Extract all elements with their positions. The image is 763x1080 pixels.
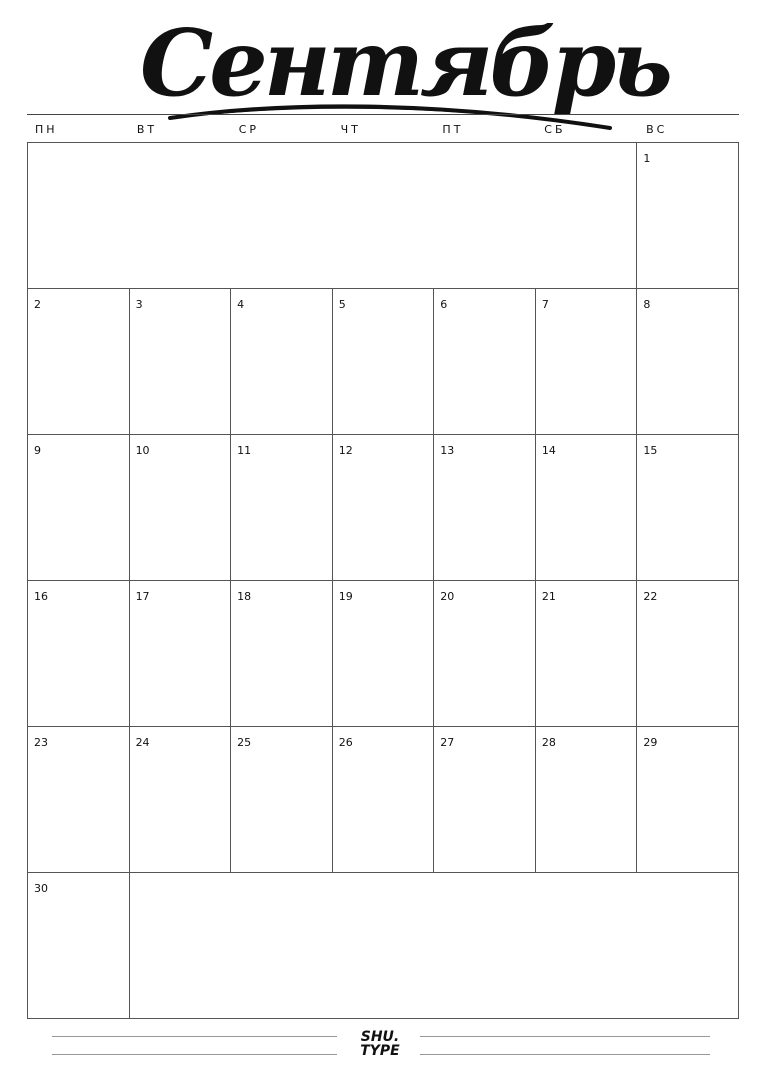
day-cell [536, 581, 638, 727]
day-cell [536, 727, 638, 873]
day-cell [231, 435, 333, 581]
weekday-sun: ВС [646, 123, 668, 136]
footer-line-left-bottom [52, 1054, 337, 1055]
day-cell [28, 289, 130, 435]
day-cell [637, 727, 739, 873]
weekday-thu: ЧТ [340, 123, 361, 136]
logo-line-2: TYPE [360, 1043, 400, 1059]
day-number: 18 [237, 590, 252, 603]
day-number: 4 [237, 298, 245, 311]
day-cell [333, 581, 435, 727]
day-cell [637, 435, 739, 581]
day-cell [130, 727, 232, 873]
day-number: 21 [541, 590, 556, 603]
empty-cell [28, 143, 637, 289]
header-divider [27, 114, 739, 115]
logo-line-1: SHU. [360, 1029, 400, 1045]
brand-logo [345, 1030, 415, 1072]
day-number: 30 [34, 882, 48, 895]
day-number: 2 [34, 298, 41, 311]
day-cell [28, 727, 130, 873]
footer-line-right-bottom [420, 1054, 710, 1055]
weekday-sat: СБ [544, 123, 566, 136]
day-number: 28 [541, 736, 556, 749]
day-number: 23 [34, 736, 48, 749]
day-cell [231, 289, 333, 435]
weekday-tue: ВТ [136, 123, 158, 136]
day-number: 24 [135, 736, 150, 749]
day-number: 5 [338, 298, 346, 311]
day-number: 16 [34, 590, 48, 603]
day-cell [333, 289, 435, 435]
day-number: 7 [541, 298, 549, 311]
day-cell [28, 581, 130, 727]
day-cell [536, 435, 638, 581]
day-cell [333, 727, 435, 873]
day-cell [130, 289, 232, 435]
day-number: 26 [338, 736, 353, 749]
day-number: 1 [643, 152, 651, 165]
calendar-grid [27, 142, 739, 1019]
day-number: 22 [643, 590, 658, 603]
day-cell [28, 435, 130, 581]
day-number: 10 [135, 444, 150, 457]
day-cell [536, 289, 638, 435]
day-number: 15 [643, 444, 658, 457]
empty-cell [130, 873, 739, 1019]
weekday-header-row [27, 122, 740, 140]
day-number: 9 [34, 444, 41, 457]
day-cell [637, 581, 739, 727]
day-number: 3 [135, 298, 143, 311]
day-number: 29 [643, 736, 658, 749]
day-cell [130, 435, 232, 581]
day-cell [231, 581, 333, 727]
day-number: 17 [135, 590, 150, 603]
month-title: Сентябрь [140, 9, 669, 117]
day-number: 13 [440, 444, 455, 457]
weekday-wed: СР [238, 123, 260, 136]
footer-line-right-top [420, 1036, 710, 1037]
day-number: 25 [237, 736, 252, 749]
day-cell [434, 727, 536, 873]
day-cell [637, 289, 739, 435]
day-number: 27 [440, 736, 455, 749]
day-number: 12 [338, 444, 353, 457]
weekday-mon: ПН [35, 123, 58, 136]
day-cell [28, 873, 130, 1019]
day-number: 11 [237, 444, 252, 457]
day-number: 6 [440, 298, 448, 311]
day-cell [637, 143, 739, 289]
footer-line-left-top [52, 1036, 337, 1037]
day-cell [434, 581, 536, 727]
day-number: 14 [541, 444, 556, 457]
day-cell [434, 289, 536, 435]
day-number: 8 [643, 298, 651, 311]
weekday-fri: ПТ [442, 123, 464, 136]
day-cell [130, 581, 232, 727]
day-cell [231, 727, 333, 873]
day-number: 20 [440, 590, 455, 603]
day-cell [333, 435, 435, 581]
day-number: 19 [338, 590, 353, 603]
day-cell [434, 435, 536, 581]
